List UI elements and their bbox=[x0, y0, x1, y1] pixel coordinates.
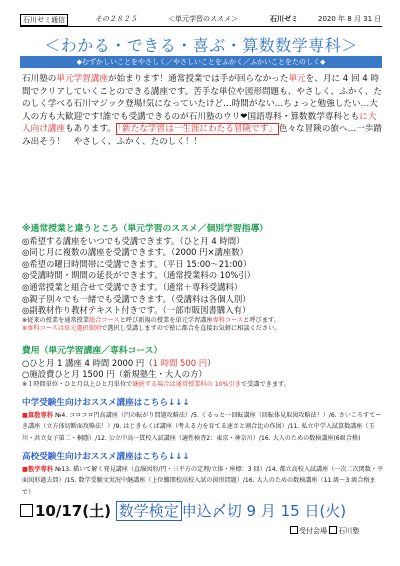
fees-section bbox=[22, 346, 384, 389]
issue-number: その２８２５ bbox=[95, 15, 137, 23]
senior-courses bbox=[22, 452, 384, 498]
fee-item: ○施設費ひと月 1500 円（新規塾生・大人の方） bbox=[22, 369, 207, 380]
junior-courses bbox=[22, 398, 384, 444]
feature-item: ◎同じ月に複数の講座を受講できます。（2000 円×講座数） bbox=[22, 247, 249, 258]
features-note: ※専科コースは単元選択個別で選択し受講しますので塾に都合を直接お気軽に相談ください。 bbox=[22, 325, 281, 333]
intro-paragraph: 石川塾の単元学習講座が始まります！通常授業では手が回らなかった単元を、月に 4 回 4 時間でクリアしていくことのできる講座です。苦手な単位や図形問題も、やさしく、ふかく、たのしく学べる石川マジック登場!気になっていたけど…時間がない…ちょっと勉強したい…大人の方も大歓迎です!誰でも受講できるのが石川塾のウリ❤国語専科・算数数学専科ともに大人向け講座もあります。 「新たな学習は一生涯にわたる冒険です」 色々な冒険の旅へ…一歩踏み出そう！ やさしく、ふかく、たのしく！！ bbox=[22, 74, 382, 147]
venue-line: 受付会場 石川塾 bbox=[290, 526, 359, 536]
deadline: 申込〆切 9 月 15 日(火) bbox=[181, 502, 347, 520]
features-heading: ※通常授業と違うところ（単元学習のススメ／個別学習指導） bbox=[22, 224, 269, 234]
checkbox-square bbox=[20, 504, 33, 517]
feature-item: ◎通常授業と組合せて受講できます。（通常＋専科受講料） bbox=[22, 281, 243, 292]
senior-heading: 高校受験生向けおススメ講座はこちら↓↓↓ bbox=[22, 452, 190, 462]
newsletter-header bbox=[20, 14, 382, 27]
features-note: ※従来の授業を通常授業総合コースと呼び新規の授業を単元学習講座専科コースと呼びます。 bbox=[22, 316, 280, 324]
feature-item: ◎親子別々でも一緒でも受講できます。（受講料は各個人別） bbox=[22, 293, 251, 304]
feature-item: ◎副教材作り教材テキスト付きです。（一部市販図書購入有） bbox=[22, 305, 251, 316]
fees-note: ※１時間単位・ひと月以上ひと月単位で継続する場合は通常授業料の 10%引きで受講できます。 bbox=[22, 380, 290, 388]
publisher-name: 石川ゼミ bbox=[270, 15, 298, 23]
junior-course-list: ■算数専科 №4. コロコロ円高講座（円の転がり問題攻略法）/5. くるっと一回転講座（回転体見取図攻略法！）/6. さいころすてーき講座（立方体切断面攻略法！）/9. はじきもくば講座（考える力を育てる速さと割合比の作図）/11. 私立中学入試算数講座（玉川・共立女子第二・桐蔭）/12. 公立中高一貫校入試講座（適性検査2：東京・神奈川）/16. 大人のための数検講座(6級合格) bbox=[22, 411, 382, 442]
newsletter-tag: 石川ゼミ通信 bbox=[20, 14, 68, 26]
feature-item: ◎希望する講座をいつでも受講できます。（ひと月 4 時間） bbox=[22, 235, 245, 246]
junior-heading: 中学受験生向けおススメ講座はこちら↓↓↓ bbox=[22, 398, 190, 408]
feature-item: ◎受講時間・期間の延長ができます。（通常授業料の 10%引） bbox=[22, 270, 256, 281]
features-section bbox=[22, 224, 384, 334]
page-title: ＜わかる・できる・喜ぶ・算数数学専科＞ bbox=[44, 36, 358, 55]
exam-date: 10/17(土) bbox=[35, 502, 111, 520]
boxed-quote: 「新たな学習は一生涯にわたる冒険です」 bbox=[117, 124, 277, 135]
fees-heading: 費用（単元学習講座／専科コース） bbox=[22, 346, 163, 356]
exam-announcement bbox=[20, 500, 382, 526]
motto-band: ◆むずかしいことをやさしく／やさしいことをふかく／ふかいことをたのしく◆ bbox=[20, 56, 382, 68]
exam-name: 数学検定 bbox=[116, 501, 182, 521]
fee-item: ○ひと月 1 講座 4 時間 2000 円（1 時間 500 円） bbox=[22, 357, 216, 368]
senior-course-list: ■数学専科 №13. 描いて解く発見講座（直線図形/円・三平方の定理/立体・座標：3 回）/14. 都立高校入試講座（一次二次関数・平面図形過去問）/15. 数学受験文実況中継講座（上位難関校高校入試の図形問題）/16. 大人のための数検講座（11 級～3 級合格まで） bbox=[22, 465, 384, 496]
feature-item: ◎希望の曜日時間帯に受講できます。（平日 15:00～21:00） bbox=[22, 258, 252, 269]
topic-label: ＜単元学習のススメ＞ bbox=[168, 15, 238, 23]
issue-date: 2020 年 8 月 31 日 bbox=[318, 15, 382, 23]
